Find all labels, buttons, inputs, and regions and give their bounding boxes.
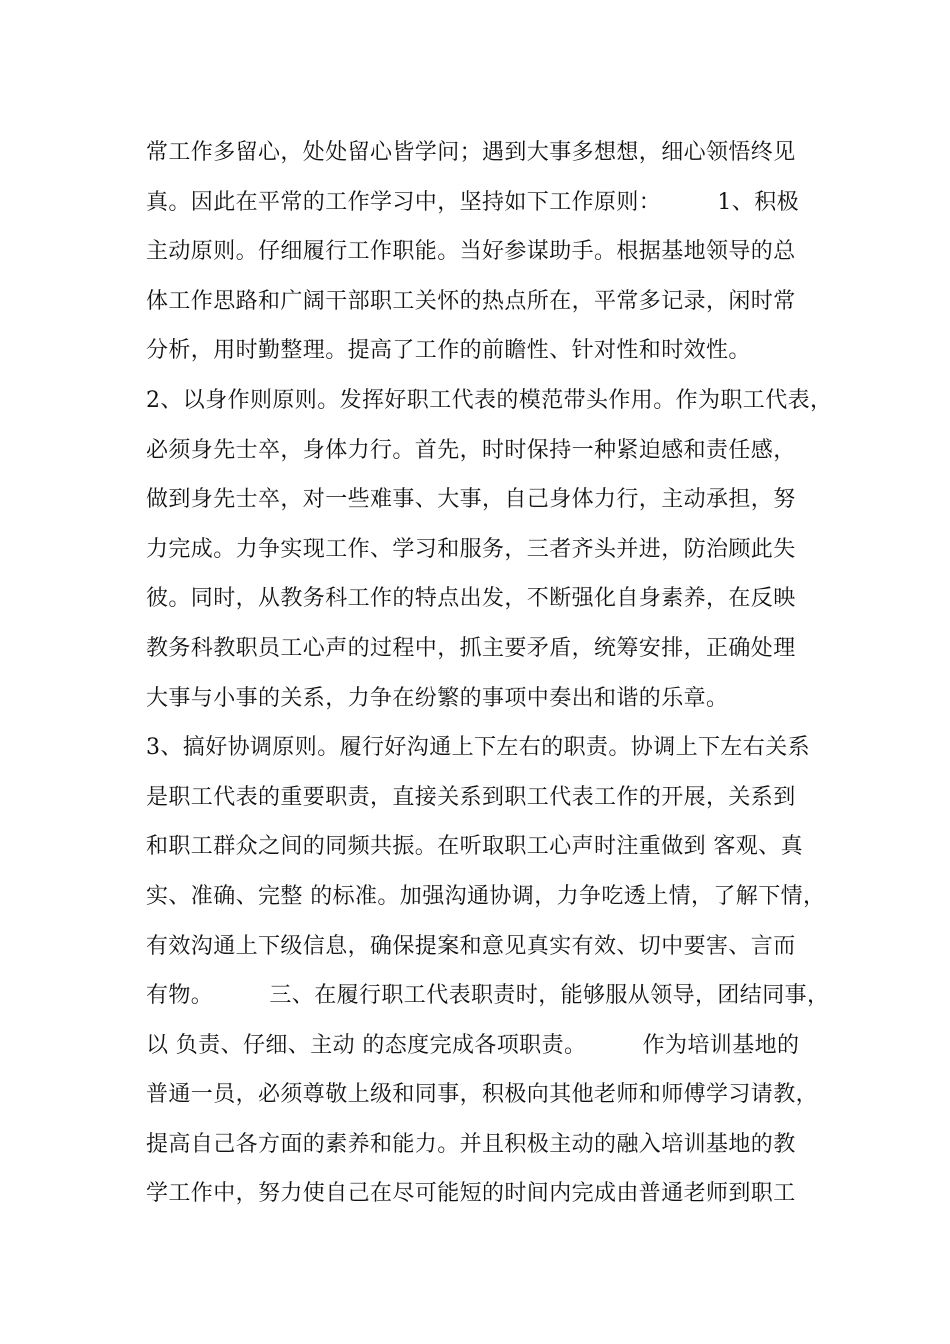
text-line: 真。因此在平常的工作学习中，坚持如下工作原则： 1、积极 bbox=[146, 189, 799, 215]
text-line: 做到身先士卒，对一些难事、大事，自己身体力行，主动承担，努 bbox=[146, 487, 796, 513]
text-line: 主动原则。仔细履行工作职能。当好参谋助手。根据基地领导的总 bbox=[146, 239, 796, 265]
text-line: 有效沟通上下级信息，确保提案和意见真实有效、切中要害、言而 bbox=[146, 933, 796, 959]
text-line: 有物。 三、在履行职工代表职责时，能够服从领导，团结同事， bbox=[146, 983, 830, 1009]
text-line: 是职工代表的重要职责，直接关系到职工代表工作的开展，关系到 bbox=[146, 784, 796, 810]
text-line: 教务科教职员工心声的过程中，抓主要矛盾，统筹安排，正确处理 bbox=[146, 635, 796, 661]
text-line: 3、搞好协调原则。履行好沟通上下左右的职责。协调上下左右关系 bbox=[146, 735, 810, 761]
text-line: 提高自己各方面的素养和能力。并且积极主动的融入培训基地的教 bbox=[146, 1131, 796, 1157]
text-line: 普通一员，必须尊敬上级和同事，积极向其他老师和师傅学习请教， bbox=[146, 1082, 819, 1108]
text-line: 必须身先士卒，身体力行。首先，时时保持一种紧迫感和责任感， bbox=[146, 437, 796, 463]
text-line: 大事与小事的关系，力争在纷繁的事项中奏出和谐的乐章。 bbox=[146, 685, 729, 711]
text-line: 学工作中，努力使自己在尽可能短的时间内完成由普通老师到职工 bbox=[146, 1181, 796, 1207]
body-text bbox=[146, 128, 833, 1219]
text-line: 常工作多留心，处处留心皆学问；遇到大事多想想，细心领悟终见 bbox=[146, 140, 796, 165]
text-line: 分析，用时勤整理。提高了工作的前瞻性、针对性和时效性。 bbox=[146, 338, 751, 364]
text-line: 实、准确、完整 的标准。加强沟通协调，力争吃透上情，了解下情， bbox=[146, 883, 826, 909]
text-line: 和职工群众之间的同频共振。在听取职工心声时注重做到 客观、真 bbox=[146, 834, 803, 860]
text-line: 力完成。力争实现工作、学习和服务，三者齐头并进，防治顾此失 bbox=[146, 536, 796, 562]
text-line: 2、以身作则原则。发挥好职工代表的模范带头作用。作为职工代表， bbox=[146, 387, 833, 413]
text-line: 彼。同时，从教务科工作的特点出发，不断强化自身素养，在反映 bbox=[146, 586, 796, 612]
text-line: 以 负责、仔细、主动 的态度完成各项职责。 作为培训基地的 bbox=[146, 1032, 800, 1058]
text-line: 体工作思路和广阔干部职工关怀的热点所在，平常多记录，闲时常 bbox=[146, 288, 796, 314]
